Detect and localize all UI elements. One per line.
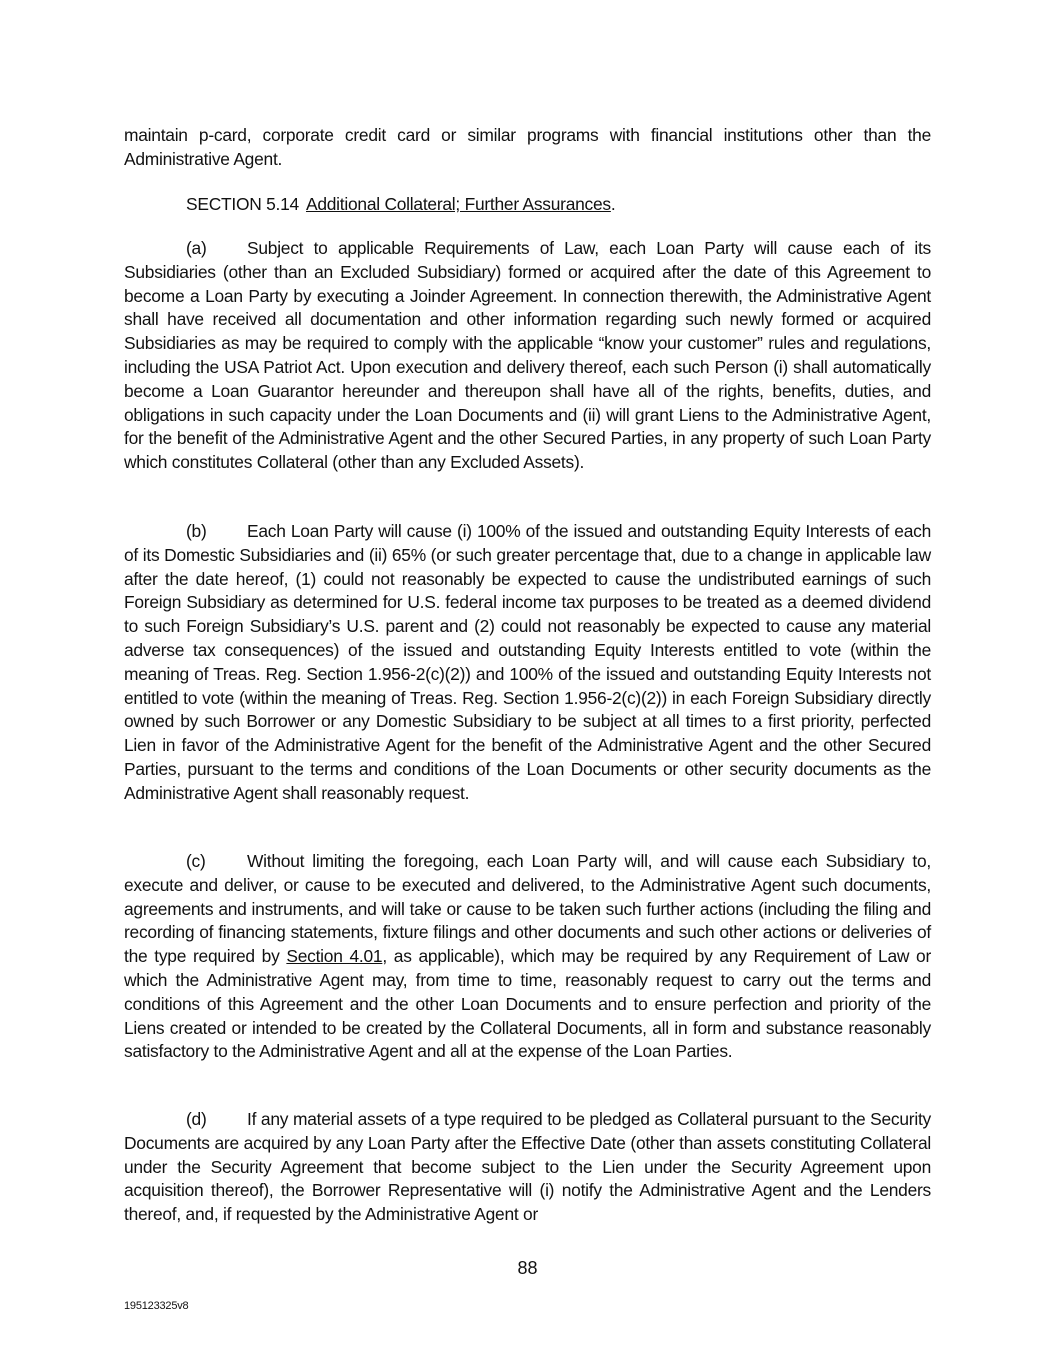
paragraph-a-label: (a) xyxy=(186,238,207,258)
paragraph-b xyxy=(124,520,931,806)
section-title-period: . xyxy=(610,194,616,214)
paragraph-c xyxy=(124,850,931,1064)
paragraph-a xyxy=(124,237,931,475)
paragraph-d-label: (d) xyxy=(186,1109,207,1129)
document-id: 195123325v8 xyxy=(124,1300,189,1312)
paragraph-b-label: (b) xyxy=(186,521,207,541)
continuation-paragraph: maintain p-card, corporate credit card or similar programs with financial institutions other than the Administrative Agent. xyxy=(124,125,931,169)
paragraph-d-text: If any material assets of a type required to be pledged as Collateral pursuant to the Security Documents are acquired by any Loan Party after the Effective Date (other than assets constituting Collateral under the Security Agreement that become subject to the Lien under the Security Agreement upon acquisition thereof), the Borrower Representative will (i) notify the Administrative Agent and the Lenders thereof, and, if requested by the Administrative Agent or xyxy=(124,1109,931,1225)
paragraph-c-label: (c) xyxy=(186,851,206,871)
page-number: 88 xyxy=(517,1258,538,1278)
section-reference-link: Section 4.01 xyxy=(286,946,383,967)
section-heading xyxy=(186,193,615,217)
paragraph-d xyxy=(124,1108,931,1227)
section-title: Additional Collateral; Further Assurances xyxy=(305,194,611,214)
paragraph-c-text-before: Without limiting the foregoing, each Loan Party will, and will cause each Subsidiary to, execute and deliver, or cause to be executed and delivered, to the Administrative Agent such documents, agreements and instruments, and will take or cause to be taken such further actions (including the filing and recording of financing statements, fixture filings and other documents and such other actions or deliveries of the type required by xyxy=(124,851,931,967)
paragraph-b-text: Each Loan Party will cause (i) 100% of the issued and outstanding Equity Interests of each of its Domestic Subsidiaries and (ii) 65% (or such greater percentage that, due to a change in applicable law after the date hereof, (1) could not reasonably be expected to cause the undistributed earnings of such Foreign Subsidiary as determined for U.S. federal income tax purposes to be treated as a deemed dividend to such Foreign Subsidiary’s U.S. parent and (2) could not reasonably be expected to cause any material adverse tax consequences) of the issued and outstanding Equity Interests entitled to vote (within the meaning of Treas. Reg. Section 1.956-2(c)(2)) and 100% of the issued and outstanding Equity Interests not entitled to vote (within the meaning of Treas. Reg. Section 1.956-2(c)(2)) in each Foreign Subsidiary directly owned by such Borrower or any Domestic Subsidiary to be subject at all times to a first priority, perfected Lien in favor of the Administrative Agent for the benefit of the Administrative Agent and the other Secured Parties, pursuant to the terms and conditions of the Loan Documents or other security documents as the Administrative Agent shall reasonably request. xyxy=(124,521,931,803)
paragraph-c-text-after: , as applicable), which may be required by any Requirement of Law or which the Administrative Agent may, from time to time, reasonably request to carry out the terms and conditions of this Agreement and the other Loan Documents and to ensure perfection and priority of the Liens created or intended to be created by the Collateral Documents, all in form and substance reasonably satisfactory to the Administrative Agent and all at the expense of the Loan Parties. xyxy=(124,946,931,1062)
paragraph-a-text: Subject to applicable Requirements of Law, each Loan Party will cause each of its Subsidiaries (other than an Excluded Subsidiary) formed or acquired after the date of this Agreement to become a Loan Party by executing a Joinder Agreement. In connection therewith, the Administrative Agent shall have received all documentation and other information regarding such newly formed or acquired Subsidiaries as may be required to comply with the applicable “know your customer” rules and regulations, including the USA Patriot Act. Upon execution and delivery thereof, each such Person (i) shall automatically become a Loan Guarantor hereunder and thereupon shall have all of the rights, benefits, duties, and obligations in such capacity under the Loan Documents and (ii) will grant Liens to the Administrative Agent, for the benefit of the Administrative Agent and the other Secured Parties, in any property of such Loan Party which constitutes Collateral (other than any Excluded Assets). xyxy=(124,238,931,473)
section-number: SECTION 5.14 xyxy=(186,194,299,214)
